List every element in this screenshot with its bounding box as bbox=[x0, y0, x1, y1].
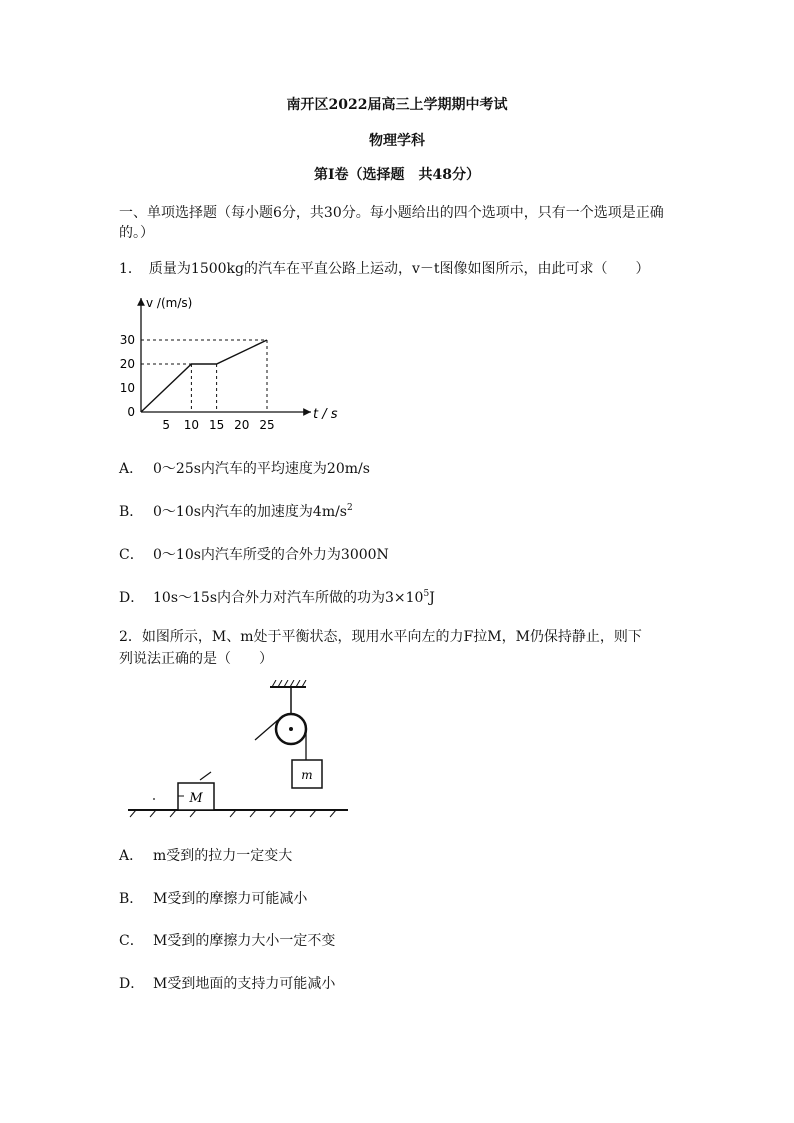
option-label: C． bbox=[119, 547, 144, 563]
x-tick-label: 5 bbox=[162, 418, 171, 432]
option-label: A． bbox=[119, 848, 144, 864]
q2-stem-line1: 2．如图所示，M、m处于平衡状态，现用水平向左的力F拉M，M仍保持静止，则下 bbox=[119, 629, 642, 645]
option-label: D． bbox=[119, 590, 145, 606]
q2-option-a bbox=[119, 846, 292, 866]
rope-left bbox=[255, 720, 278, 740]
block-M-label: M bbox=[189, 791, 203, 806]
x-tick-label: 25 bbox=[259, 418, 275, 432]
option-text: 0～10s内汽车的加速度为4m/s bbox=[153, 504, 347, 520]
instructions-line2: 的。） bbox=[119, 225, 154, 241]
ground-hatch bbox=[130, 810, 336, 817]
rope-stub bbox=[200, 772, 211, 780]
q2-option-d bbox=[119, 974, 335, 994]
y-tick-label: 0 bbox=[127, 405, 135, 419]
option-text: M受到的摩擦力可能减小 bbox=[153, 891, 308, 907]
q2-stem-line2: 列说法正确的是（ ） bbox=[119, 651, 273, 667]
x-axis-label: t / s bbox=[313, 407, 338, 422]
option-label: B． bbox=[119, 504, 144, 520]
option-text: M受到地面的支持力可能减小 bbox=[153, 976, 336, 992]
q2-option-c bbox=[119, 931, 335, 951]
option-text: M受到的摩擦力大小一定不变 bbox=[153, 933, 336, 949]
option-suffix: J bbox=[429, 590, 435, 606]
exam-title: 南开区2022届高三上学期期中考试 bbox=[286, 97, 508, 113]
y-tick-label: 10 bbox=[119, 381, 135, 395]
force-mark bbox=[153, 798, 155, 800]
q1-option-a bbox=[119, 459, 370, 479]
option-text: 10s～15s内合外力对汽车所做的功为3×10 bbox=[153, 590, 424, 606]
y-tick-label: 30 bbox=[119, 333, 135, 347]
ceiling-hatch bbox=[272, 680, 306, 687]
subject-title: 物理学科 bbox=[369, 133, 425, 149]
vt-graph bbox=[110, 290, 340, 440]
q1-option-b bbox=[119, 502, 353, 522]
q2-option-b bbox=[119, 889, 307, 909]
option-label: B． bbox=[119, 891, 144, 907]
option-text: m受到的拉力一定变大 bbox=[153, 848, 293, 864]
x-tick-label: 10 bbox=[183, 418, 200, 432]
option-superscript: 5 bbox=[423, 589, 430, 599]
option-label: A． bbox=[119, 461, 144, 477]
instructions-line1: 一、单项选择题（每小题6分，共30分。每小题给出的四个选项中，只有一个选项是正确 bbox=[119, 205, 664, 221]
q1-option-d bbox=[119, 588, 435, 608]
y-tick-label: 20 bbox=[119, 357, 135, 371]
q1-option-c bbox=[119, 545, 389, 565]
series-line bbox=[141, 340, 267, 412]
y-axis-label: v /(m/s) bbox=[146, 296, 193, 310]
x-tick-label: 20 bbox=[234, 418, 250, 432]
q1-stem: 1． 质量为1500kg的汽车在平直公路上运动，v－t图像如图所示，由此可求（ ） bbox=[119, 261, 650, 277]
pulley-diagram bbox=[120, 680, 360, 825]
option-superscript: 2 bbox=[347, 503, 353, 513]
x-tick-label: 15 bbox=[208, 418, 225, 432]
option-text: 0～25s内汽车的平均速度为20m/s bbox=[153, 461, 370, 477]
option-label: D． bbox=[119, 976, 145, 992]
option-text: 0～10s内汽车所受的合外力为3000N bbox=[153, 547, 389, 563]
option-label: C． bbox=[119, 933, 144, 949]
section-title: 第Ⅰ卷（选择题 共48分） bbox=[313, 167, 481, 183]
block-m-label: m bbox=[301, 768, 313, 782]
pulley-axle bbox=[289, 727, 293, 731]
